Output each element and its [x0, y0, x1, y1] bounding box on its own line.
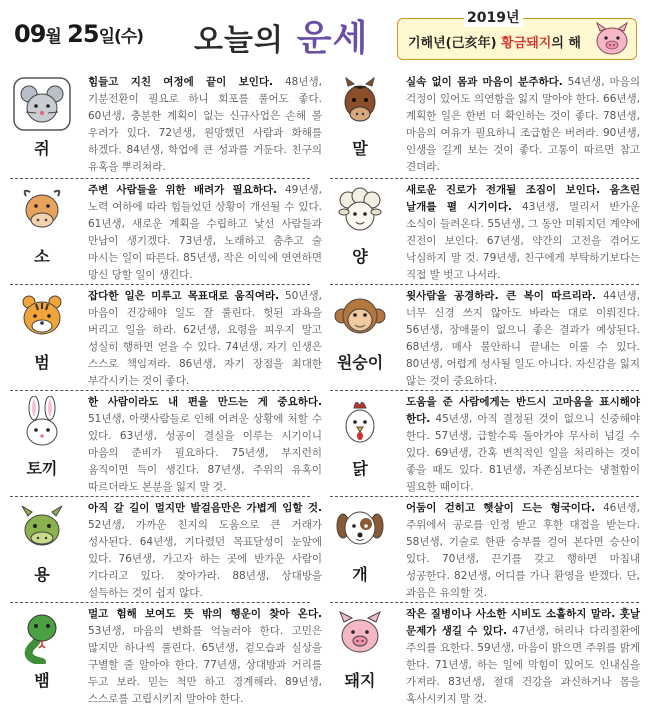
fortune-text: [88, 606, 322, 708]
fortune-entry-sheep: [330, 184, 642, 286]
dog-icon: [330, 502, 390, 558]
animal-name: 범: [34, 353, 50, 372]
fortune-text: [88, 74, 322, 176]
fortune-text: [406, 606, 640, 708]
date-day: 25: [67, 20, 99, 48]
fortune-body: 51년생, 아랫사람들로 인해 어려운 상황에 처할 수 있다. 63년생, 성공이 결실을 이루는 시기이니 마음의 준비가 필요하다. 75년생, 부지런히 움직이면 득이 생긴다. 87년생, 주위의 유혹이 따르더라도 본분을 잃지 말 것.: [88, 413, 322, 493]
rat-icon: [12, 76, 72, 132]
cow-icon: [12, 184, 72, 240]
horse-icon: [330, 76, 390, 132]
fortune-headline: 힘들고 지친 여정에 끝이 보인다.: [88, 76, 274, 88]
fortune-body: 53년생, 마음의 변화를 억눌러야 한다. 고민은 많지만 하나씩 풀린다. 65년생, 겉모습과 실상을 구별할 줄 알아야 한다. 77년생, 상대방과 거리를 두고 보라. 믿는 척만 하고 경계해라. 89년생, 스스로를 고립시키지 말아야 한다.: [88, 625, 322, 705]
fortune-text: [406, 182, 640, 284]
fortune-text: [406, 288, 640, 390]
fortune-body: 45년생, 아직 결정된 것이 없으니 신중해야 한다. 57년생, 급할수록 돌아가야 무사히 넘길 수 있다. 69년생, 간혹 변칙적인 일을 처리하는 것이 좋을 때도 있다. 81년생, 자존심보다는 냉철함이 필요한 때이다.: [406, 413, 640, 493]
fortune-body: 49년생, 노력 여하에 따라 힘들었던 상황이 개선될 수 있다. 61년생, 새로운 계획을 수립하고 낯선 사람들과 만남이 생기겠다. 73년생, 노래하고 춤추고 술 마시는 일이 따른다. 85년생, 작은 이익에 연연하면 망신 당할 일이 생긴다.: [88, 184, 322, 281]
fortune-body: 52년생, 가까운 친지의 도움으로 큰 거래가 성사된다. 64년생, 기다렸던 목표달성이 눈앞에 있다. 76년생, 가고자 하는 곳에 반가운 사람이 기다리고 있다. 찾아가라. 88년생, 상대방을 설득하는 것이 쉽지 않다.: [88, 519, 322, 599]
date-weekday: (수): [114, 27, 143, 47]
title-part2: 운세: [296, 18, 369, 59]
animal-name: 말: [352, 139, 368, 158]
fortune-text: [88, 394, 322, 496]
fortune-headline: 도움을 준 사람에게는 반드시 고마움을 표시해야 한다.: [406, 396, 640, 425]
banner-text: [408, 32, 581, 51]
monkey-icon: [330, 290, 390, 346]
date-month-unit: 월: [45, 27, 61, 47]
animal-name: 원숭이: [336, 353, 384, 372]
fortune-body: 50년생, 마음이 건강해야 일도 잘 풀린다. 헛된 과욕을 버리고 일을 하라. 62년생, 요령을 피우지 말고 성실히 행하면 얻을 수 있다. 74년생, 자기 인생은 스스로 책임져라. 86년생, 자기 장점을 최대한 부각시키는 것이 좋다.: [88, 290, 322, 387]
fortune-entry-horse: [330, 76, 642, 178]
fortune-text: [88, 182, 322, 284]
fortune-body: 44년생, 너무 신경 쓰지 않아도 바라는 대로 이뤄진다. 56년생, 장애물이 없으니 좋은 결과가 예상된다. 68년생, 매사 불안하니 끝내는 이룰 수 있다. 80년생, 어렵게 성사될 일도 아니다. 자신감을 잃지 않는 것이 중요하다.: [406, 290, 640, 387]
fortune-entry-rooster: [330, 396, 642, 498]
fortune-entry-dragon: [12, 502, 324, 604]
fortune-headline: 주변 사람들을 위한 배려가 필요하다.: [88, 184, 278, 196]
fortune-entry-snake: [12, 608, 324, 710]
sheep-icon: [330, 184, 390, 240]
fortune-text: [406, 74, 640, 176]
date-label: [14, 20, 143, 48]
fortune-headline: 어둠이 걷히고 햇살이 드는 형국이다.: [406, 502, 596, 514]
animal-name: 토끼: [26, 459, 58, 478]
fortune-entry-rat: [12, 76, 324, 178]
animal-name: 소: [34, 247, 50, 266]
fortune-headline: 잡다한 일은 미루고 목표대로 움직여라.: [88, 290, 280, 302]
pig-mascot-icon: [594, 21, 630, 57]
rooster-icon: [330, 396, 390, 452]
rabbit-icon: [12, 396, 72, 452]
title-part1: 오늘의: [194, 23, 284, 58]
dragon-icon: [12, 502, 72, 558]
fortune-headline: 멀고 험해 보여도 뜻 밖의 행운이 찾아 온다.: [88, 608, 322, 620]
animal-name: 쥐: [34, 139, 50, 158]
banner-text-post: 의 해: [551, 36, 581, 51]
fortune-entry-tiger: [12, 290, 324, 392]
fortune-headline: 실속 없이 몸과 마음이 분주하다.: [406, 76, 563, 88]
fortune-body: 43년생, 멀리서 반가운 소식이 들려온다. 55년생, 그 동안 미뤄지던 계약에 진전이 보인다. 67년생, 약간의 고전을 겪어도 낙심하지 말 것. 79년생, 친구에게 부탁하기보다는 직접 발 벗고 나서라.: [406, 201, 640, 281]
fortune-text: [88, 288, 322, 390]
banner-text-pre: 기해년(己亥年): [408, 36, 502, 51]
fortune-text: [406, 500, 640, 602]
animal-name: 닭: [352, 459, 368, 478]
fortune-headline: 윗사람을 공경하라. 큰 복이 따르리라.: [406, 290, 596, 302]
animal-name: 개: [352, 565, 368, 584]
pig-icon: [330, 608, 390, 664]
fortune-entry-cow: [12, 184, 324, 286]
divider: [330, 178, 639, 179]
date-day-unit: 일: [98, 27, 114, 47]
animal-name: 돼지: [344, 671, 376, 690]
divider: [10, 178, 310, 179]
animal-name: 양: [352, 247, 368, 266]
fortune-entry-pig: [330, 608, 642, 710]
page-title: [194, 10, 368, 61]
date-month: 09: [14, 20, 46, 48]
fortune-entry-dog: [330, 502, 642, 604]
banner-year: 2019년: [464, 7, 523, 27]
fortune-body: 48년생, 기분전환이 필요로 하니 회포를 풀어도 좋다. 60년생, 충분한 계획이 없는 신규사업은 손해 볼 우려가 있다. 72년생, 원망했던 사람과 화해를 하겠다. 84년생, 학업에 큰 성과를 거둔다. 친구의 유혹을 뿌리쳐라.: [88, 76, 322, 173]
fortune-headline: 아직 갈 길이 멀지만 발걸음만은 가볍게 임할 것.: [88, 502, 322, 514]
fortune-text: [406, 394, 640, 496]
tiger-icon: [12, 290, 72, 346]
fortune-body: 46년생, 주위에서 공로를 인정 받고 후한 대접을 받는다. 58년생, 기술로 한판 승부를 걸어 본다면 승산이 있다. 70년생, 끈기를 갖고 행하면 마침내 성공한다. 82년생, 어디를 가나 환영을 받겠다. 단, 과음은 유의할 것.: [406, 502, 640, 599]
fortune-headline: 작은 질병이나 사소한 시비도 소홀하지 말라. 훗날 문제가 생길 수 있다.: [406, 608, 640, 637]
fortune-entry-monkey: [330, 290, 642, 392]
snake-icon: [12, 608, 72, 664]
animal-name: 뱀: [34, 671, 50, 690]
animal-name: 용: [34, 565, 50, 584]
fortune-body: 47년생, 허리나 다리질환에 주의를 요한다. 59년생, 마음이 밝으면 주위를 밝게 한다. 71년생, 하는 일에 막힘이 있어도 인내심을 가져라. 83년생, 절대 건강을 과신하거나 몸을 혹사시키지 말 것.: [406, 625, 640, 705]
fortune-headline: 새로운 진로가 전개될 조짐이 보인다. 움츠린 날개를 펼 시기이다.: [406, 184, 640, 213]
year-banner: [397, 10, 637, 60]
fortune-text: [88, 500, 322, 602]
fortune-headline: 한 사람이라도 내 편을 만드는 게 중요하다.: [88, 396, 322, 408]
header: [0, 0, 649, 72]
fortune-body: 54년생, 마음의 걱정이 있어도 의연함을 잃지 말아야 한다. 66년생, 계획한 일은 한번 더 확인하는 것이 좋다. 78년생, 마음의 여유가 필요하니 조급함은 버려라. 90년생, 인생을 길게 보는 것이 좋다. 고통이 따르면 참고 견뎌라.: [406, 76, 640, 173]
banner-text-highlight: 황금돼지: [501, 36, 552, 51]
fortune-entry-rabbit: [12, 396, 324, 498]
